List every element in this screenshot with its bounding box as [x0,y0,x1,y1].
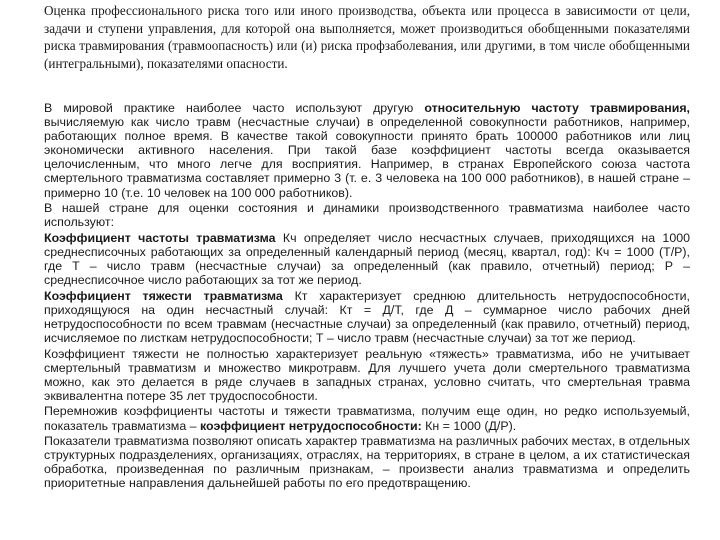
paragraph-text: вычисляемую как число травм (несчастные случаи) в определенной совокупности работников, например, работающих полное время. В качестве такой совокупности принято брать 100000 работников или лиц экономически активного населения. При такой базе коэффициент частоты всегда оказывается целочисленным, что много легче для восприятия. Например, в странах Европейского союза частота смертельного травматизма составляет примерно 3 (т. е. 3 человека на 100 000 работников), в нашей стране – примерно 10 (т.е. 10 человек на 100 000 работников). [44,115,690,200]
term-disability-coefficient: коэффициент нетрудоспособности: [200,418,422,433]
paragraph-text: Кн = 1000 (Д/Р). [421,418,517,433]
main-text [44,101,690,492]
term-frequency-coefficient: Коэффициент частоты травматизма [44,230,276,245]
paragraph-text: Перемножив коэффициенты частоты и тяжести травматизма, получим еще один, но редко используемый, показатель травматизма – [44,404,690,433]
paragraph-text: В мировой практике наиболее часто используют другую [44,101,425,115]
term-severity-coefficient: Коэффициент тяжести травматизма [44,288,283,303]
paragraph-frequency-coefficient [44,231,690,287]
paragraph-text: Кт характеризует среднюю длительность нетрудоспособности, приходящуюся на один несчастный случай: Кт = Д/Т, где Д – суммарное число рабочих дней нетрудоспособности по всем травмам (несчастные случаи) за определенный (как правило, отчетный) период, исчисляемое по листкам нетрудоспособности; Т – число травм (несчастные случаи) за тот же период. [44,288,690,345]
intro-paragraph: Оценка профессионального риска того или иного производства, объекта или процесса в зависимости от цели, задачи и ступени управления, для которой она выполняется, может производиться обобщенными показателями риска травмирования (травмоопасность) или (и) риска профзаболевания, или другими, в том числе обобщенными (интегральными), показателями опасности. [44,3,690,71]
paragraph-relative-frequency [44,101,690,200]
paragraph-conclusion: Показатели травматизма позволяют описать характер травматизма на различных рабочих местах, в отдельных структурных подразделениях, организациях, отраслях, на территориях, в стране в целом, а их статистическая обработка, произведенная по различным признакам, – произвести анализ травматизма и определить приоритетные направления дальнейшей работы по его предотвращению. [44,434,690,491]
paragraph-usage: В нашей стране для оценки состояния и динамики производственного травматизма наиболее часто используют: [44,201,690,230]
term-relative-frequency: относительную частоту травмирования, [424,101,690,115]
paragraph-text: Кч определяет число несчастных случаев, приходящихся на 1000 среднесписочных работающих за определенный календарный период (месяц, квартал, год): Кч = 1000 (Т/Р), где Т – число травм (несчастные случаи) за определенный (как правило, отчетный) период; Р – среднесписочное число работающих за тот же период. [44,230,690,288]
paragraph-severity-coefficient [44,289,690,345]
paragraph-severity-note: Коэффициент тяжести не полностью характеризует реальную «тяжесть» травматизма, ибо не учитывает смертельный травматизм и множество микротравм. Для лучшего учета доли смертельного травматизма можно, как это делается в ряде случаев в западных странах, условно считать, что смертельная травма эквивалентна потере 35 лет трудоспособности. [44,346,690,403]
paragraph-disability-coefficient [44,404,690,432]
